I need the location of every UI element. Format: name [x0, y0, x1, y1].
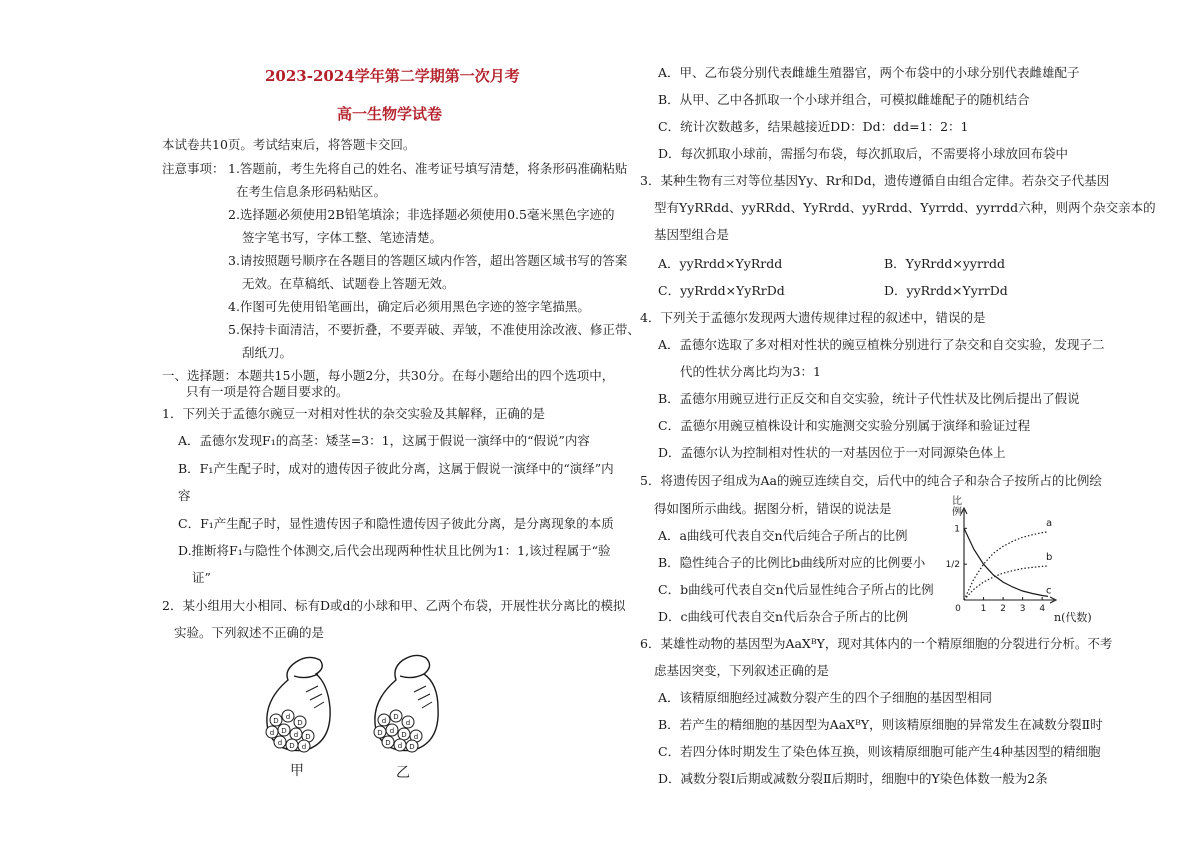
ball-letter: d — [269, 729, 275, 737]
x-tick-label: 3 — [1019, 604, 1026, 614]
notice-item: 无效。在草稿纸、试题卷上答题无效。 — [242, 276, 455, 291]
notice-item: 签字笔书写，字体工整、笔迹清楚。 — [242, 230, 443, 245]
q3-stem-cont: 型有YyRRdd、yyRRdd、YyRrdd、yyRrdd、Yyrrdd、yyrrdd六种，则两个杂交亲本的 — [654, 200, 1156, 215]
hand-strokes — [306, 686, 432, 708]
ball-letter: D — [273, 717, 279, 725]
q5-stem: 5．将遗传因子组成为Aa的豌豆连续自交，后代中的纯合子和杂合子按所占的比例绘 — [640, 473, 1102, 488]
ball-letter: d — [301, 743, 307, 751]
ball-letter: D — [281, 727, 287, 735]
chart-series — [964, 528, 1048, 600]
x-tick-label: 0 — [955, 604, 961, 614]
q4-option-a-cont: 代的性状分离比均为3：1 — [680, 364, 821, 379]
y-tick-label: 1/2 — [945, 560, 960, 571]
ball-letter: d — [389, 727, 395, 735]
bag-label-jia: 甲 — [290, 763, 304, 779]
ball-letter: D — [297, 719, 303, 727]
ball-letter: d — [413, 733, 419, 741]
ratio-chart — [936, 500, 1058, 622]
q2-stem: 2．某小组用大小相同、标有D或d的小球和甲、乙两个布袋，开展性状分离比的模拟 — [162, 598, 626, 613]
q3-option-d: D．yyRrdd×YyrrDd — [884, 283, 1008, 298]
bags-figure — [258, 650, 468, 780]
notice-item: 在考生信息条形码粘贴区。 — [236, 184, 387, 199]
series-a-label: a — [1046, 517, 1053, 529]
q4-option-a: A．孟德尔选取了多对相对性状的豌豆植株分别进行了杂交和自交实验，发现子二 — [658, 337, 1105, 352]
section-heading-cont: 只有一项是符合题目要求的。 — [186, 384, 349, 399]
q1-option-b-cont: 容 — [178, 488, 191, 503]
q5-option-b: B．隐性纯合子的比例比b曲线所对应的比例要小 — [658, 555, 926, 570]
q6-option-a: A．该精原细胞经过减数分裂产生的四个子细胞的基因型相同 — [658, 690, 993, 705]
ball-letter: d — [381, 717, 387, 725]
q3-option-c: C．yyRrdd×YyRrDd — [658, 283, 785, 298]
notice-item: 3.请按照题号顺序在各题目的答题区域内作答，超出答题区域书写的答案 — [228, 253, 628, 268]
ball-letter: d — [397, 742, 403, 750]
bag-label-yi: 乙 — [396, 765, 410, 781]
q1-option-b: B．F₁产生配子时，成对的遗传因子彼此分离，这属于假说一演绎中的“演绎”内 — [178, 461, 614, 476]
x-tick-label: 4 — [1039, 604, 1046, 614]
series-a-line — [964, 532, 1048, 600]
q6-stem: 6．某雄性动物的基因型为AaXᴮY，现对其体内的一个精原细胞的分裂进行分析。不考 — [640, 636, 1113, 651]
series-c-line — [964, 528, 1048, 596]
chart-axes — [961, 508, 1056, 603]
chart-ylabel: 比例 — [952, 496, 962, 518]
ball-letter: D — [401, 731, 407, 739]
y-tick-label: 1 — [954, 524, 960, 535]
ball-letter: D — [289, 742, 295, 750]
notice-item: 5.保持卡面清洁，不要折叠，不要弄破、弄皱，不准使用涂改液、修正带、 — [228, 322, 640, 337]
q2-stem-cont: 实验。下列叙述不正确的是 — [174, 625, 325, 640]
ball-letter: D — [305, 733, 311, 741]
notice-label: 注意事项： — [162, 161, 225, 176]
ball-letter: D — [393, 713, 399, 721]
q1-option-d: D.推断将F₁与隐性个体测交,后代会出现两种性状且比例为1：1,该过程属于“验 — [178, 543, 611, 558]
q6-option-c: C．若四分体时期发生了染色体互换，则该精原细胞可能产生4种基因型的精细胞 — [658, 744, 1101, 759]
ball-letter: D — [377, 729, 383, 737]
x-tick-label: 1 — [980, 604, 987, 614]
q1-option-a: A．孟德尔发现F₁的高茎：矮茎=3：1，这属于假说一演绎中的“假说”内容 — [178, 433, 590, 448]
q2-option-d: D．每次抓取小球前，需摇匀布袋，每次抓取后，不需要将小球放回布袋中 — [658, 146, 1069, 161]
x-tick-label: 2 — [1000, 604, 1006, 614]
q3-stem: 3．某种生物有三对等位基因Yy、Rr和Dd，遗传遵循自由组合定律。若杂交子代基因 — [640, 173, 1110, 188]
ball-letter: d — [285, 713, 291, 721]
ball-letter: D — [409, 743, 415, 751]
q4-stem: 4．下列关于孟德尔发现两大遗传规律过程的叙述中，错误的是 — [640, 310, 986, 325]
ball-letter: D — [385, 739, 391, 747]
q6-option-b: B．若产生的精细胞的基因型为AaXᴮY，则该精原细胞的异常发生在减数分裂Ⅱ时 — [658, 717, 1103, 732]
q1-option-c: C．F₁产生配子时，显性遗传因子和隐性遗传因子彼此分离，是分离现象的本质 — [178, 516, 614, 531]
q4-option-c: C．孟德尔用豌豆植株设计和实施测交实验分别属于演绎和验证过程 — [658, 418, 1031, 433]
series-c-label: c — [1046, 585, 1052, 597]
q3-option-b: B．YyRrdd×yyrrdd — [884, 256, 1005, 271]
q6-option-d: D．减数分裂Ⅰ后期或减数分裂Ⅱ后期时，细胞中的Y染色体数一般为2条 — [658, 771, 1048, 786]
q5-option-d: D．c曲线可代表自交n代后杂合子所占的比例 — [658, 609, 909, 624]
q2-option-b: B．从甲、乙中各抓取一个小球并组合，可模拟雌雄配子的随机结合 — [658, 92, 1030, 107]
q3-stem-cont: 基因型组合是 — [654, 227, 730, 242]
notice-item: 2.选择题必须使用2B铅笔填涂；非选择题必须使用0.5毫米黑色字迹的 — [228, 207, 615, 222]
q1-stem: 1．下列关于孟德尔豌豆一对相对性状的杂交实验及其解释，正确的是 — [162, 406, 545, 421]
ball-letter: d — [293, 731, 299, 739]
intro-line: 本试卷共10页。考试结束后，将答题卡交回。 — [162, 137, 416, 152]
notice-item: 1.答题前，考生先将自己的姓名、准考证号填写清楚，将条形码准确粘贴 — [228, 161, 628, 176]
q2-option-c: C．统计次数越多，结果越接近DD：Dd：dd=1：2：1 — [658, 119, 969, 134]
notice-item: 4.作图可先使用铅笔画出，确定后必须用黑色字迹的签字笔描黑。 — [228, 299, 590, 314]
q4-option-b: B．孟德尔用豌豆进行正反交和自交实验，统计子代性状及比例后提出了假说 — [658, 391, 1080, 406]
exam-title: 2023-2024学年第二学期第一次月考 — [265, 67, 520, 85]
q5-stem-cont: 得如图所示曲线。据图分析，错误的说法是 — [654, 501, 892, 516]
q4-option-d: D．孟德尔认为控制相对性状的一对基因位于一对同源染色体上 — [658, 445, 1006, 460]
q2-option-a: A．甲、乙布袋分别代表雌雄生殖器官，两个布袋中的小球分别代表雌雄配子 — [658, 65, 1080, 80]
ball-letter: d — [277, 739, 283, 747]
q5-option-c: C．b曲线可代表自交n代后显性纯合子所占的比例 — [658, 582, 934, 597]
ball-letter: d — [405, 719, 411, 727]
chart-series-labels — [1046, 518, 1052, 597]
q5-option-a: A．a曲线可代表自交n代后纯合子所占的比例 — [658, 528, 908, 543]
exam-subtitle: 高一生物学试卷 — [337, 105, 443, 123]
q1-option-d-cont: 证” — [192, 570, 211, 585]
section-heading: 一、选择题：本题共15小题，每小题2分，共30分。在每小题给出的四个选项中， — [162, 368, 615, 383]
chart-xlabel: n(代数) — [1054, 611, 1092, 624]
q6-stem-cont: 虑基因突变，下列叙述正确的是 — [654, 663, 830, 678]
q3-option-a: A．yyRrdd×YyRrdd — [658, 256, 783, 271]
series-b-label: b — [1046, 551, 1053, 563]
notice-item: 刮纸刀。 — [242, 345, 293, 360]
